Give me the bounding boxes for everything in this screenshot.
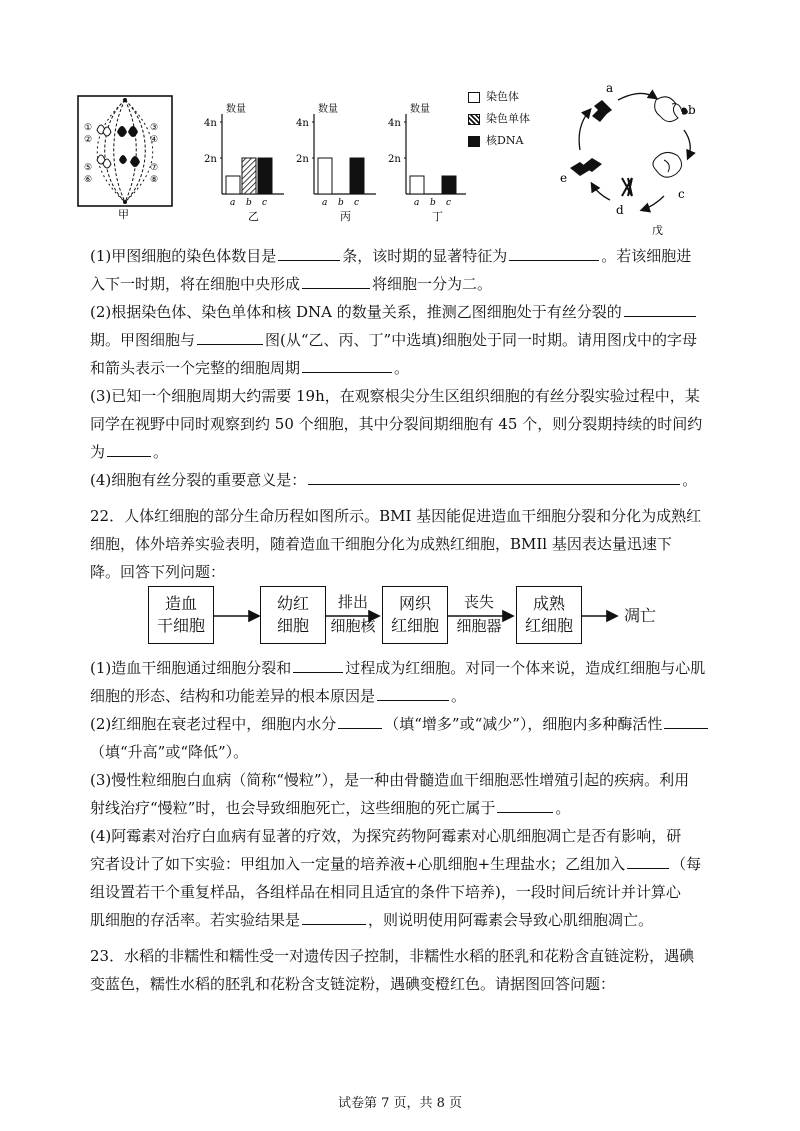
text: 肌细胞的存活率。若实验结果是 (90, 911, 301, 929)
figure-wu-cell-cycle (556, 78, 726, 238)
q21-part3 (90, 382, 730, 466)
text: 同学在视野中同时观察到约 50 个细胞，其中分裂间期细胞有 45 个，则分裂期持续的时间约 (90, 415, 703, 433)
legend-swatch-black (468, 136, 480, 147)
chromo-number: ⑦ (150, 163, 159, 173)
text: 23．水稻的非糯性和糯性受一对遗传因子控制，非糯性水稻的胚乳和花粉含直链淀粉，遇碘 (90, 947, 695, 965)
flow-arrow-label-2: 丧失 细胞器 (456, 593, 502, 635)
answer-blank[interactable] (377, 684, 449, 701)
legend-chromosome (468, 86, 530, 108)
flow-box-young-rbc: 幼红 细胞 (260, 586, 326, 644)
legend-label: 染色单体 (486, 112, 530, 125)
text: 。 (682, 471, 698, 489)
answer-blank[interactable] (278, 244, 340, 261)
chart-title: 丁 (432, 210, 443, 222)
x-tick-label: c (262, 198, 268, 208)
text: (2)根据染色体、染色单体和核 DNA 的数量关系，推测乙图细胞处于有丝分裂的 (90, 303, 622, 321)
y-axis-title: 数量 (410, 104, 430, 115)
text: 变蓝色，糯性水稻的胚乳和花粉含支链淀粉，遇碘变橙红色。请据图回答问题： (90, 975, 616, 993)
y-axis-title: 数量 (226, 104, 246, 115)
q22-stem (90, 502, 730, 586)
x-tick-label: b (430, 198, 436, 208)
text: （填“增多”或“减少”），细胞内多种酶活性 (384, 715, 663, 733)
text: (3)已知一个细胞周期大约需要 19h，在观察根尖分生区组织细胞的有丝分裂实验过程中，某 (90, 387, 700, 405)
bar-charts (196, 100, 466, 222)
q22-part2 (90, 710, 730, 766)
q22-part4 (90, 822, 730, 934)
legend-label: 核DNA (486, 134, 524, 147)
cycle-letter-e: e (560, 171, 568, 185)
text: 究者设计了如下实验：甲组加入一定量的培养液+心肌细胞+生理盐水；乙组加入 (90, 855, 626, 873)
figure-label-wu: 戊 (652, 224, 663, 237)
text: (4)细胞有丝分裂的重要意义是： (90, 471, 307, 489)
chromo-number: ⑥ (84, 175, 93, 185)
text: (1)造血干细胞通过细胞分裂和 (90, 659, 292, 677)
bar-c (442, 176, 456, 194)
q21-part4 (90, 466, 730, 494)
x-tick-label: c (354, 198, 360, 208)
figure-jia (70, 90, 180, 220)
text: 将细胞一分为二。 (372, 275, 493, 293)
q23-stem (90, 942, 730, 998)
chart-legend (468, 86, 530, 152)
cycle-letter-b: b (688, 103, 696, 117)
text: 组设置若干个重复样品，各组样品在相同且适宜的条件下培养)，一段时间后统计并计算心 (90, 883, 681, 901)
chromo-number: ④ (150, 135, 159, 145)
text: 过程成为红细胞。对同一个体来说，造成红细胞与心肌 (345, 659, 706, 677)
bar-c (258, 158, 272, 194)
text: 。 (451, 687, 467, 705)
q21-part2 (90, 298, 730, 382)
text: ，则说明使用阿霉素会导致心肌细胞凋亡。 (368, 911, 654, 929)
tick-label: 4n (388, 118, 401, 129)
x-tick-label: a (230, 198, 236, 208)
answer-blank[interactable] (627, 852, 669, 869)
text: （填“升高”或“降低”）。 (90, 743, 249, 761)
text: 期。甲图细胞与 (90, 331, 196, 349)
chromo-number: ③ (150, 123, 159, 133)
x-tick-label: c (446, 198, 452, 208)
text: (4)阿霉素对治疗白血病有显著的疗效，为探究药物阿霉素对心肌细胞凋亡是否有影响，研 (90, 827, 682, 845)
legend-label: 染色体 (486, 90, 519, 103)
x-tick-label: a (414, 198, 420, 208)
bar-a (318, 158, 332, 194)
figure-label-jia: 甲 (118, 208, 129, 220)
text: 。若该细胞进 (601, 247, 692, 265)
answer-blank[interactable] (302, 356, 392, 373)
answer-blank[interactable] (302, 272, 370, 289)
x-tick-label: a (322, 198, 328, 208)
tick-label: 4n (296, 118, 309, 129)
text: 条，该时期的显著特征为 (342, 247, 508, 265)
q22-part3 (90, 766, 730, 822)
legend-chromatid (468, 108, 530, 130)
flow-arrow-label-1: 排出 细胞核 (330, 593, 376, 635)
chart-title: 丙 (340, 210, 351, 222)
text: 图(从“乙、丙、丁”中选填)细胞处于同一时期。请用图戊中的字母 (265, 331, 698, 349)
q22-part1 (90, 654, 730, 710)
chromo-number: ⑧ (150, 175, 159, 185)
cycle-letter-d: d (616, 203, 624, 217)
legend-dna (468, 130, 530, 152)
tick-label: 2n (296, 154, 309, 165)
q21-part1 (90, 242, 730, 298)
text: 细胞的形态、结构和功能差异的根本原因是 (90, 687, 376, 705)
text: 细胞，体外培养实验表明，随着造血干细胞分化为成熟红细胞，BMIl 基因表达量迅速下 (90, 535, 672, 553)
text: （每 (671, 855, 702, 873)
cycle-letter-a: a (606, 81, 614, 95)
page-footer: 试卷第 7 页，共 8 页 (337, 1096, 463, 1111)
answer-blank[interactable] (624, 300, 696, 317)
bar-c (350, 158, 364, 194)
text: 入下一时期，将在细胞中央形成 (90, 275, 301, 293)
legend-swatch-hatched (468, 114, 480, 125)
bar-b (242, 158, 256, 194)
bar-a (226, 176, 240, 194)
text: 22．人体红细胞的部分生命历程如图所示。BMI 基因能促进造血干细胞分裂和分化为成熟红 (90, 507, 702, 525)
cycle-letter-c: c (678, 187, 685, 201)
text: 为 (90, 443, 106, 461)
answer-blank[interactable] (338, 712, 382, 729)
red-cell-flow-diagram (146, 586, 686, 648)
y-axis-title: 数量 (318, 104, 338, 115)
text: 射线治疗“慢粒”时，也会导致细胞死亡，这些细胞的死亡属于 (90, 799, 496, 817)
answer-blank[interactable] (497, 796, 553, 813)
text: 降。回答下列问题： (90, 563, 226, 581)
answer-blank[interactable] (293, 656, 343, 673)
chart-title: 乙 (248, 210, 259, 222)
chromo-number: ② (84, 135, 93, 145)
text: (3)慢性粒细胞白血病（简称“慢粒”），是一种由骨髓造血干细胞恶性增殖引起的疾病。利用 (90, 771, 690, 789)
legend-swatch-white (468, 92, 480, 103)
answer-blank[interactable] (308, 468, 680, 485)
flow-box-mature-rbc: 成熟 红细胞 (516, 586, 582, 644)
answer-blank[interactable] (197, 328, 263, 345)
text: (2)红细胞在衰老过程中，细胞内水分 (90, 715, 337, 733)
bar-a (410, 176, 424, 194)
chromo-number: ① (84, 123, 93, 133)
answer-blank[interactable] (509, 244, 599, 261)
text: 。 (555, 799, 571, 817)
answer-blank[interactable] (302, 908, 366, 925)
flow-box-reticulocyte: 网织 红细胞 (382, 586, 448, 644)
tick-label: 4n (204, 118, 217, 129)
chromo-number: ⑤ (84, 163, 93, 173)
answer-blank[interactable] (664, 712, 708, 729)
tick-label: 2n (388, 154, 401, 165)
flow-end-apoptosis: 凋亡 (623, 606, 656, 625)
flow-box-stem-cell: 造血 干细胞 (148, 586, 214, 644)
tick-label: 2n (204, 154, 217, 165)
text: 和箭头表示一个完整的细胞周期 (90, 359, 301, 377)
text: 。 (394, 359, 410, 377)
x-tick-label: b (246, 198, 252, 208)
x-tick-label: b (338, 198, 344, 208)
text: (1)甲图细胞的染色体数目是 (90, 247, 277, 265)
answer-blank[interactable] (107, 440, 151, 457)
text: 。 (153, 443, 169, 461)
